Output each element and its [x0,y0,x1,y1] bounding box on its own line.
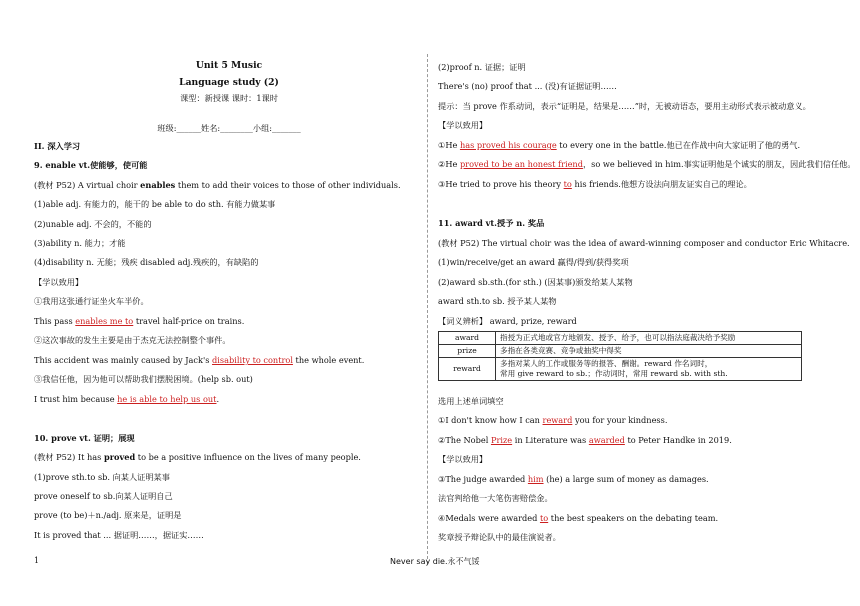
column-divider [427,54,428,564]
award-exercise-4-chinese: 奖章授予辩论队中的最佳演说者。 [438,532,561,542]
word-analysis-heading: 【词义辨析】 award, prize, reward [438,316,577,326]
proof-note: (2)proof n. 证据；证明 [438,62,526,72]
prove-note-4: It is proved that ... 据证明……，据证实…… [34,530,204,540]
prove-note-1: (1)prove sth.to sb. 向某人证明某事 [34,472,170,482]
award-exercise-3-answer: him [527,474,544,484]
practice-heading-right: 【学以致用】 [438,120,488,130]
lesson-subtitle: Language study (2) [179,77,279,88]
practice-heading: 【学以致用】 [34,277,84,287]
fill-exercise-2-answer-1: Prize [490,435,513,445]
exercise-1: This pass enables me to travel half-price on trains. [34,316,245,326]
award-note-1: (1)win/receive/get an award 赢得/得到/获得奖项 [438,257,629,267]
heading-enable: 9. enable vt.使能够，使可能 [34,160,148,170]
class-info-line: 班级:______姓名:________小组:_______ [157,123,301,133]
table-row [439,358,802,381]
enable-note-4: (4)disability n. 无能；残疾 disabled adj.残疾的，有缺陷的 [34,257,259,267]
award-exercise-4: ④Medals were awarded to the best speakers on the debating team. [438,513,719,523]
textbook-example-award: (教材 P52) The virtual choir was the idea of award-winning composer and conductor Eric Whitacre. [438,238,850,248]
table-row [439,332,802,345]
exercise-1-chinese: ①我用这张通行证坐火车半价。 [34,296,149,306]
prove-tip: 提示：当 prove 作系动词，表示“证明是，结果是……”时，无被动语态，要用主动形式表示被动意义。 [438,101,811,111]
lesson-info: 课型：新授课 课时：1课时 [180,93,278,103]
fill-exercise-2: ②The Nobel Prize in Literature was awarded to Peter Handke in 2019. [438,435,732,445]
heading-award: 11. award vt.授予 n. 奖品 [438,218,545,228]
award-note-2: (2)award sb.sth.(for sth.) (因某事)颁发给某人某物 [438,277,633,287]
footer-motto: Never say die.永不气馁 [390,557,480,566]
exercise-3-answer: he is able to help us out [117,394,217,404]
description-cell: 指授为正式地或官方地颁发、授予、给予，也可以指法庭裁决给予奖励 [496,332,802,345]
enable-note-1: (1)able adj. 有能力的，能干的 be able to do sth. 有能力做某事 [34,199,276,209]
unit-title: Unit 5 Music [195,60,263,71]
exercise-1-answer: enables me to [75,316,134,326]
fill-exercise-1: ①I don't know how I can reward you for your kindness. [438,415,668,425]
term-cell: award [439,332,496,345]
award-exercise-4-answer: to [539,513,549,523]
prove-exercise-1: ①He has proved his courage to every one in the battle.他已在作战中向大家证明了他的勇气. [438,140,801,150]
fill-exercise-2-answer-2: awarded [588,435,625,445]
prove-exercise-2: ②He proved to be an honest friend，so we believed in him.事实证明他是个诚实的朋友，因此我们信任他。 [438,159,856,169]
textbook-example-prove: (教材 P52) It has proved to be a positive influence on the lives of many people. [34,452,361,462]
practice-heading-award: 【学以致用】 [438,454,488,464]
word-comparison-table [438,331,802,381]
prove-exercise-2-answer: proved to be an honest friend [459,159,583,169]
description-line: 常用 give reward to sb.；作动词时，常用 reward sb. with sth. [500,369,728,378]
heading-prove: 10. prove vt. 证明；展现 [34,433,135,443]
award-exercise-3: ③The judge awarded him (he) a large sum of money as damages. [438,474,709,484]
award-exercise-3-chinese: 法官判给他一大笔伤害赔偿金。 [438,493,553,503]
textbook-example-enable: (教材 P52) A virtual choir enables them to add their voices to those of other individuals. [34,180,401,190]
page-number: 1 [34,556,40,565]
term-cell: prize [439,345,496,358]
description-line: 多指对某人的工作或服务等的报答、酬谢。reward 作名词时， [500,359,713,368]
enable-note-3: (3)ability n. 能力；才能 [34,238,126,248]
description-cell [496,358,802,381]
enable-note-2: (2)unable adj. 不会的，不能的 [34,219,152,229]
term-cell: reward [439,358,496,381]
prove-note-2: prove oneself to sb.向某人证明自己 [34,491,173,501]
exercise-3: I trust him because he is able to help us out. [34,394,220,404]
table-row [439,345,802,358]
fill-exercise-1-answer: reward [542,415,573,425]
fill-in-heading: 选用上述单词填空 [438,396,504,406]
description-cell: 多指在各类竞赛、竞争或抽奖中得奖 [496,345,802,358]
exercise-2-chinese: ②这次事故的发生主要是由于杰克无法控制整个事件。 [34,335,231,345]
proof-phrase: There's (no) proof that ... (没)有证据证明…… [438,81,617,91]
prove-note-3: prove (to be)＋n./adj. 原来是，证明是 [34,510,182,520]
section-title: II. 深入学习 [34,141,81,151]
exercise-2-answer: disability to control [212,355,293,365]
award-note-3: award sth.to sb. 授予某人某物 [438,296,557,306]
prove-exercise-3: ③He tried to prove his theory to his friends.他想方设法向朋友证实自己的理论。 [438,179,752,189]
exercise-3-chinese: ③我信任他，因为他可以帮助我们摆脱困境。(help sb. out) [34,374,253,384]
prove-exercise-1-answer: has proved his courage [459,140,557,150]
prove-exercise-3-answer: to [563,179,572,189]
exercise-2: This accident was mainly caused by Jack's disability to control the whole event. [34,355,365,365]
